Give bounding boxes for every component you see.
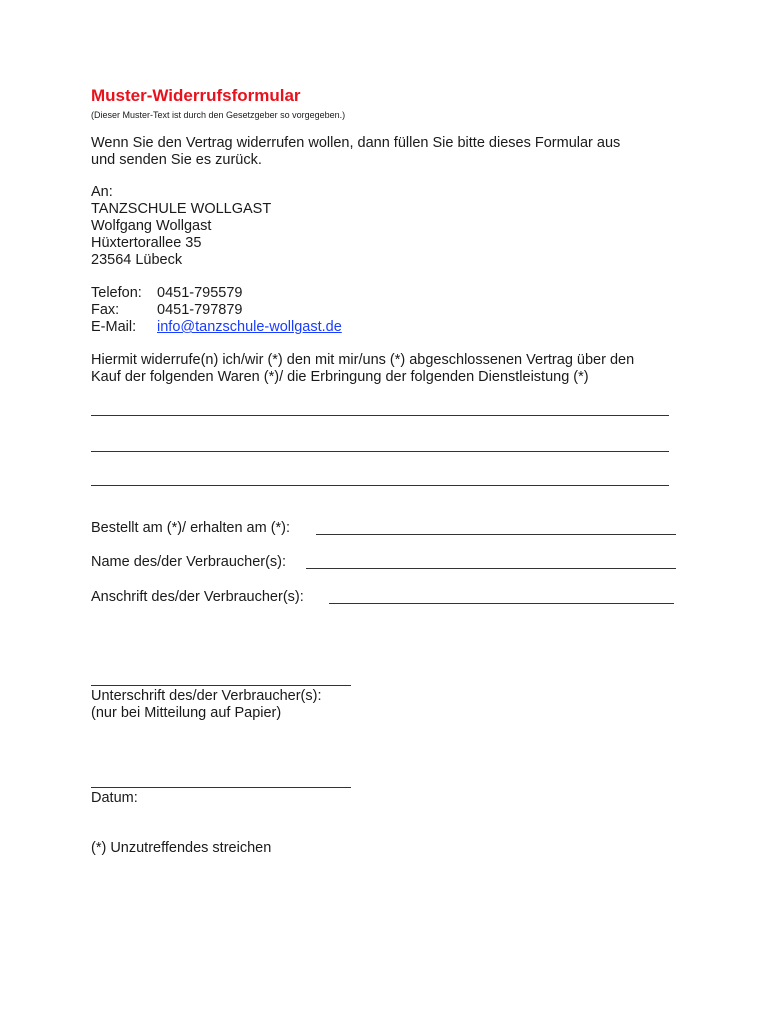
- address-street: Hüxtertorallee 35: [91, 235, 202, 251]
- footnote: (*) Unzutreffendes streichen: [91, 840, 272, 856]
- ordered-label: Bestellt am (*)/ erhalten am (*):: [91, 520, 291, 536]
- consumer-name-field[interactable]: [306, 568, 676, 569]
- phone-label: Telefon:: [91, 285, 142, 301]
- address-city: 23564 Lübeck: [91, 252, 183, 268]
- date-label: Datum:: [91, 790, 138, 806]
- address-person: Wolfgang Wollgast: [91, 218, 212, 234]
- revocation-statement: [91, 352, 634, 386]
- email-label: E-Mail:: [91, 319, 137, 335]
- contact-fax-row: [91, 302, 342, 319]
- contact-phone-row: [91, 285, 342, 302]
- email-link[interactable]: info@tanzschule-wollgast.de: [157, 319, 342, 335]
- consumer-address-field[interactable]: [329, 603, 674, 604]
- contact-email-row: [91, 319, 342, 336]
- intro-paragraph: [91, 135, 620, 169]
- revocation-line: Hiermit widerrufe(n) ich/wir (*) den mit mir/uns (*) abgeschlossenen Vertrag über den: [91, 352, 635, 368]
- goods-fill-line[interactable]: [91, 485, 669, 486]
- signature-block: [91, 688, 321, 722]
- fax-label: Fax:: [91, 302, 120, 318]
- contact-block: [91, 285, 342, 336]
- intro-line: und senden Sie es zurück.: [91, 152, 262, 168]
- address-company: TANZSCHULE WOLLGAST: [91, 201, 272, 217]
- consumer-address-label: Anschrift des/der Verbraucher(s):: [91, 589, 304, 605]
- consumer-name-label: Name des/der Verbraucher(s):: [91, 554, 287, 570]
- ordered-date-field[interactable]: [316, 534, 676, 535]
- address-to-label: An:: [91, 184, 113, 200]
- form-title: Muster-Widerrufsformular: [91, 86, 301, 105]
- signature-field[interactable]: [91, 685, 351, 686]
- form-subtitle: (Dieser Muster-Text ist durch den Gesetzgeber so vorgegeben.): [91, 110, 346, 120]
- signature-note: (nur bei Mitteilung auf Papier): [91, 705, 282, 721]
- signature-label: Unterschrift des/der Verbraucher(s):: [91, 688, 322, 704]
- goods-fill-line[interactable]: [91, 415, 669, 416]
- goods-fill-line[interactable]: [91, 451, 669, 452]
- date-field[interactable]: [91, 787, 351, 788]
- revocation-line: Kauf der folgenden Waren (*)/ die Erbringung der folgenden Dienstleistung (*): [91, 369, 589, 385]
- recipient-address: [91, 184, 271, 269]
- fax-value: 0451-797879: [157, 302, 243, 318]
- intro-line: Wenn Sie den Vertrag widerrufen wollen, dann füllen Sie bitte dieses Formular aus: [91, 135, 621, 151]
- phone-value: 0451-795579: [157, 285, 243, 301]
